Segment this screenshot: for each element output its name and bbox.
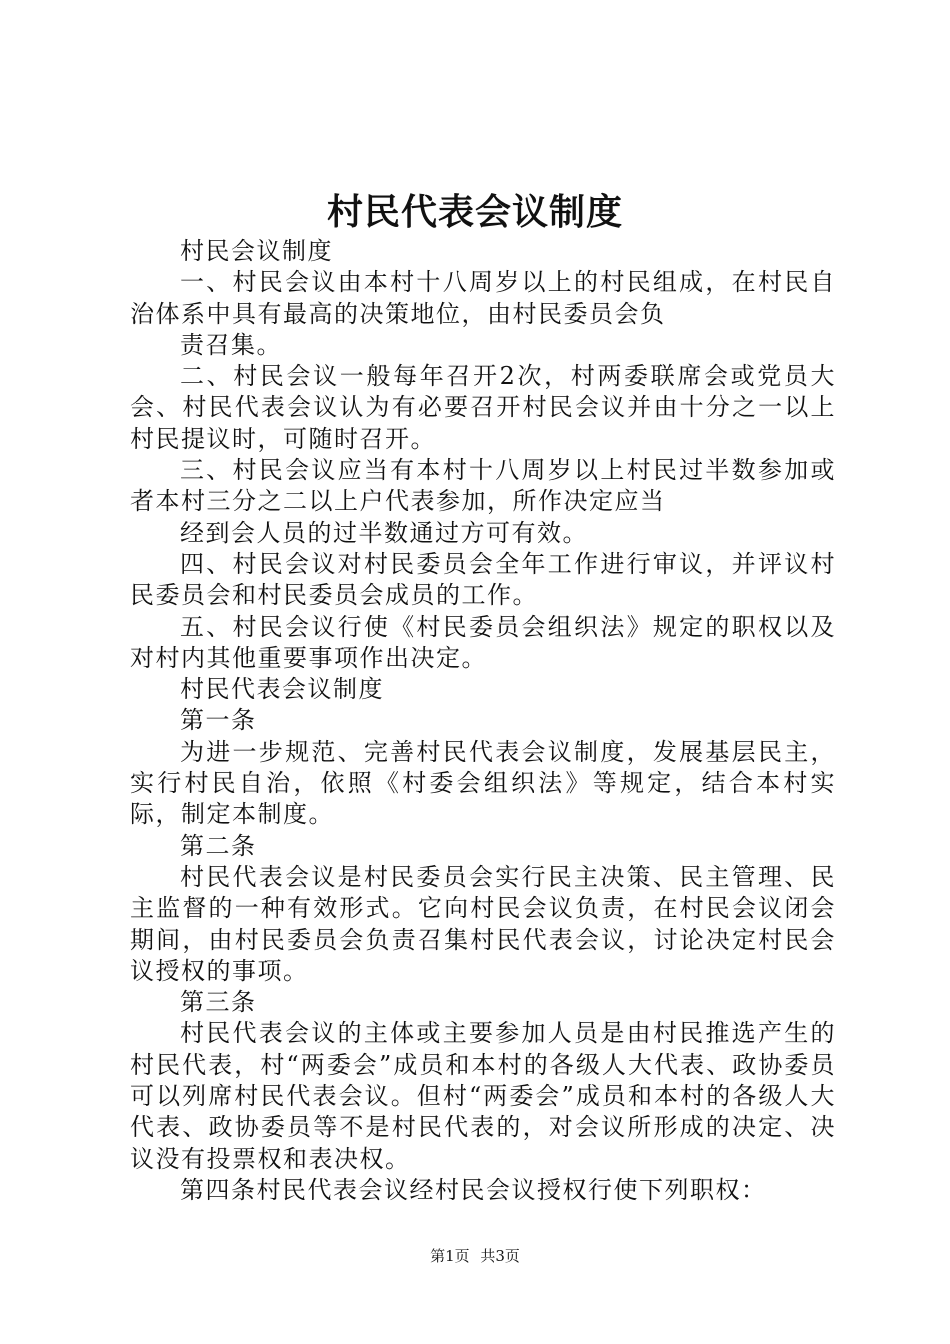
- page-total: 共3页: [480, 1247, 520, 1265]
- paragraph: 第三条: [180, 988, 257, 1017]
- paragraph: 村民代表会议是村民委员会实行民主决策、民主管理、民主监督的一种有效形式。它向村民会议负责，在村民会议闭会期间，由村民委员会负责召集村民代表会议，讨论决定村民会议授权的事项。: [130, 862, 836, 985]
- paragraph: 经到会人员的过半数通过方可有效。: [180, 518, 588, 547]
- paragraph: 村民代表会议的主体或主要参加人员是由村民推选产生的村民代表，村“两委会”成员和本村的各级人大代表、政协委员可以列席村民代表会议。但村“两委会”成员和本村的各级人大代表、政协委员等不是村民代表的，对会议所形成的决定、决议没有投票权和表决权。: [130, 1019, 836, 1173]
- paragraph: 村民会议制度: [180, 237, 333, 265]
- paragraph: 三、村民会议应当有本村十八周岁以上村民过半数参加或者本村三分之二以上户代表参加，所作决定应当: [130, 456, 836, 516]
- paragraph: 第二条: [180, 831, 257, 860]
- paragraph: 村民代表会议制度: [180, 675, 384, 704]
- document-body: [130, 236, 836, 1206]
- paragraph: 为进一步规范、完善村民代表会议制度，发展基层民主，实行村民自治，依照《村委会组织法》等规定，结合本村实际，制定本制度。: [130, 737, 836, 829]
- paragraph: 责召集。: [180, 330, 282, 359]
- page-number: 第1页: [430, 1247, 470, 1265]
- paragraph: 第四条村民代表会议经村民会议授权行使下列职权：: [180, 1175, 767, 1204]
- paragraph: 第一条: [180, 706, 257, 735]
- paragraph: 四、村民会议对村民委员会全年工作进行审议，并评议村民委员会和村民委员会成员的工作。: [130, 549, 836, 610]
- paragraph: 一、村民会议由本村十八周岁以上的村民组成，在村民自治体系中具有最高的决策地位，由村民委员会负: [130, 268, 836, 328]
- page-footer: [0, 1245, 950, 1266]
- paragraph: 五、村民会议行使《村民委员会组织法》规定的职权以及对村内其他重要事项作出决定。: [130, 612, 836, 672]
- paragraph: 二、村民会议一般每年召开2次，村两委联席会或党员大会、村民代表会议认为有必要召开村民会议并由十分之一以上村民提议时，可随时召开。: [130, 362, 836, 453]
- document-title: 村民代表会议制度: [326, 191, 623, 233]
